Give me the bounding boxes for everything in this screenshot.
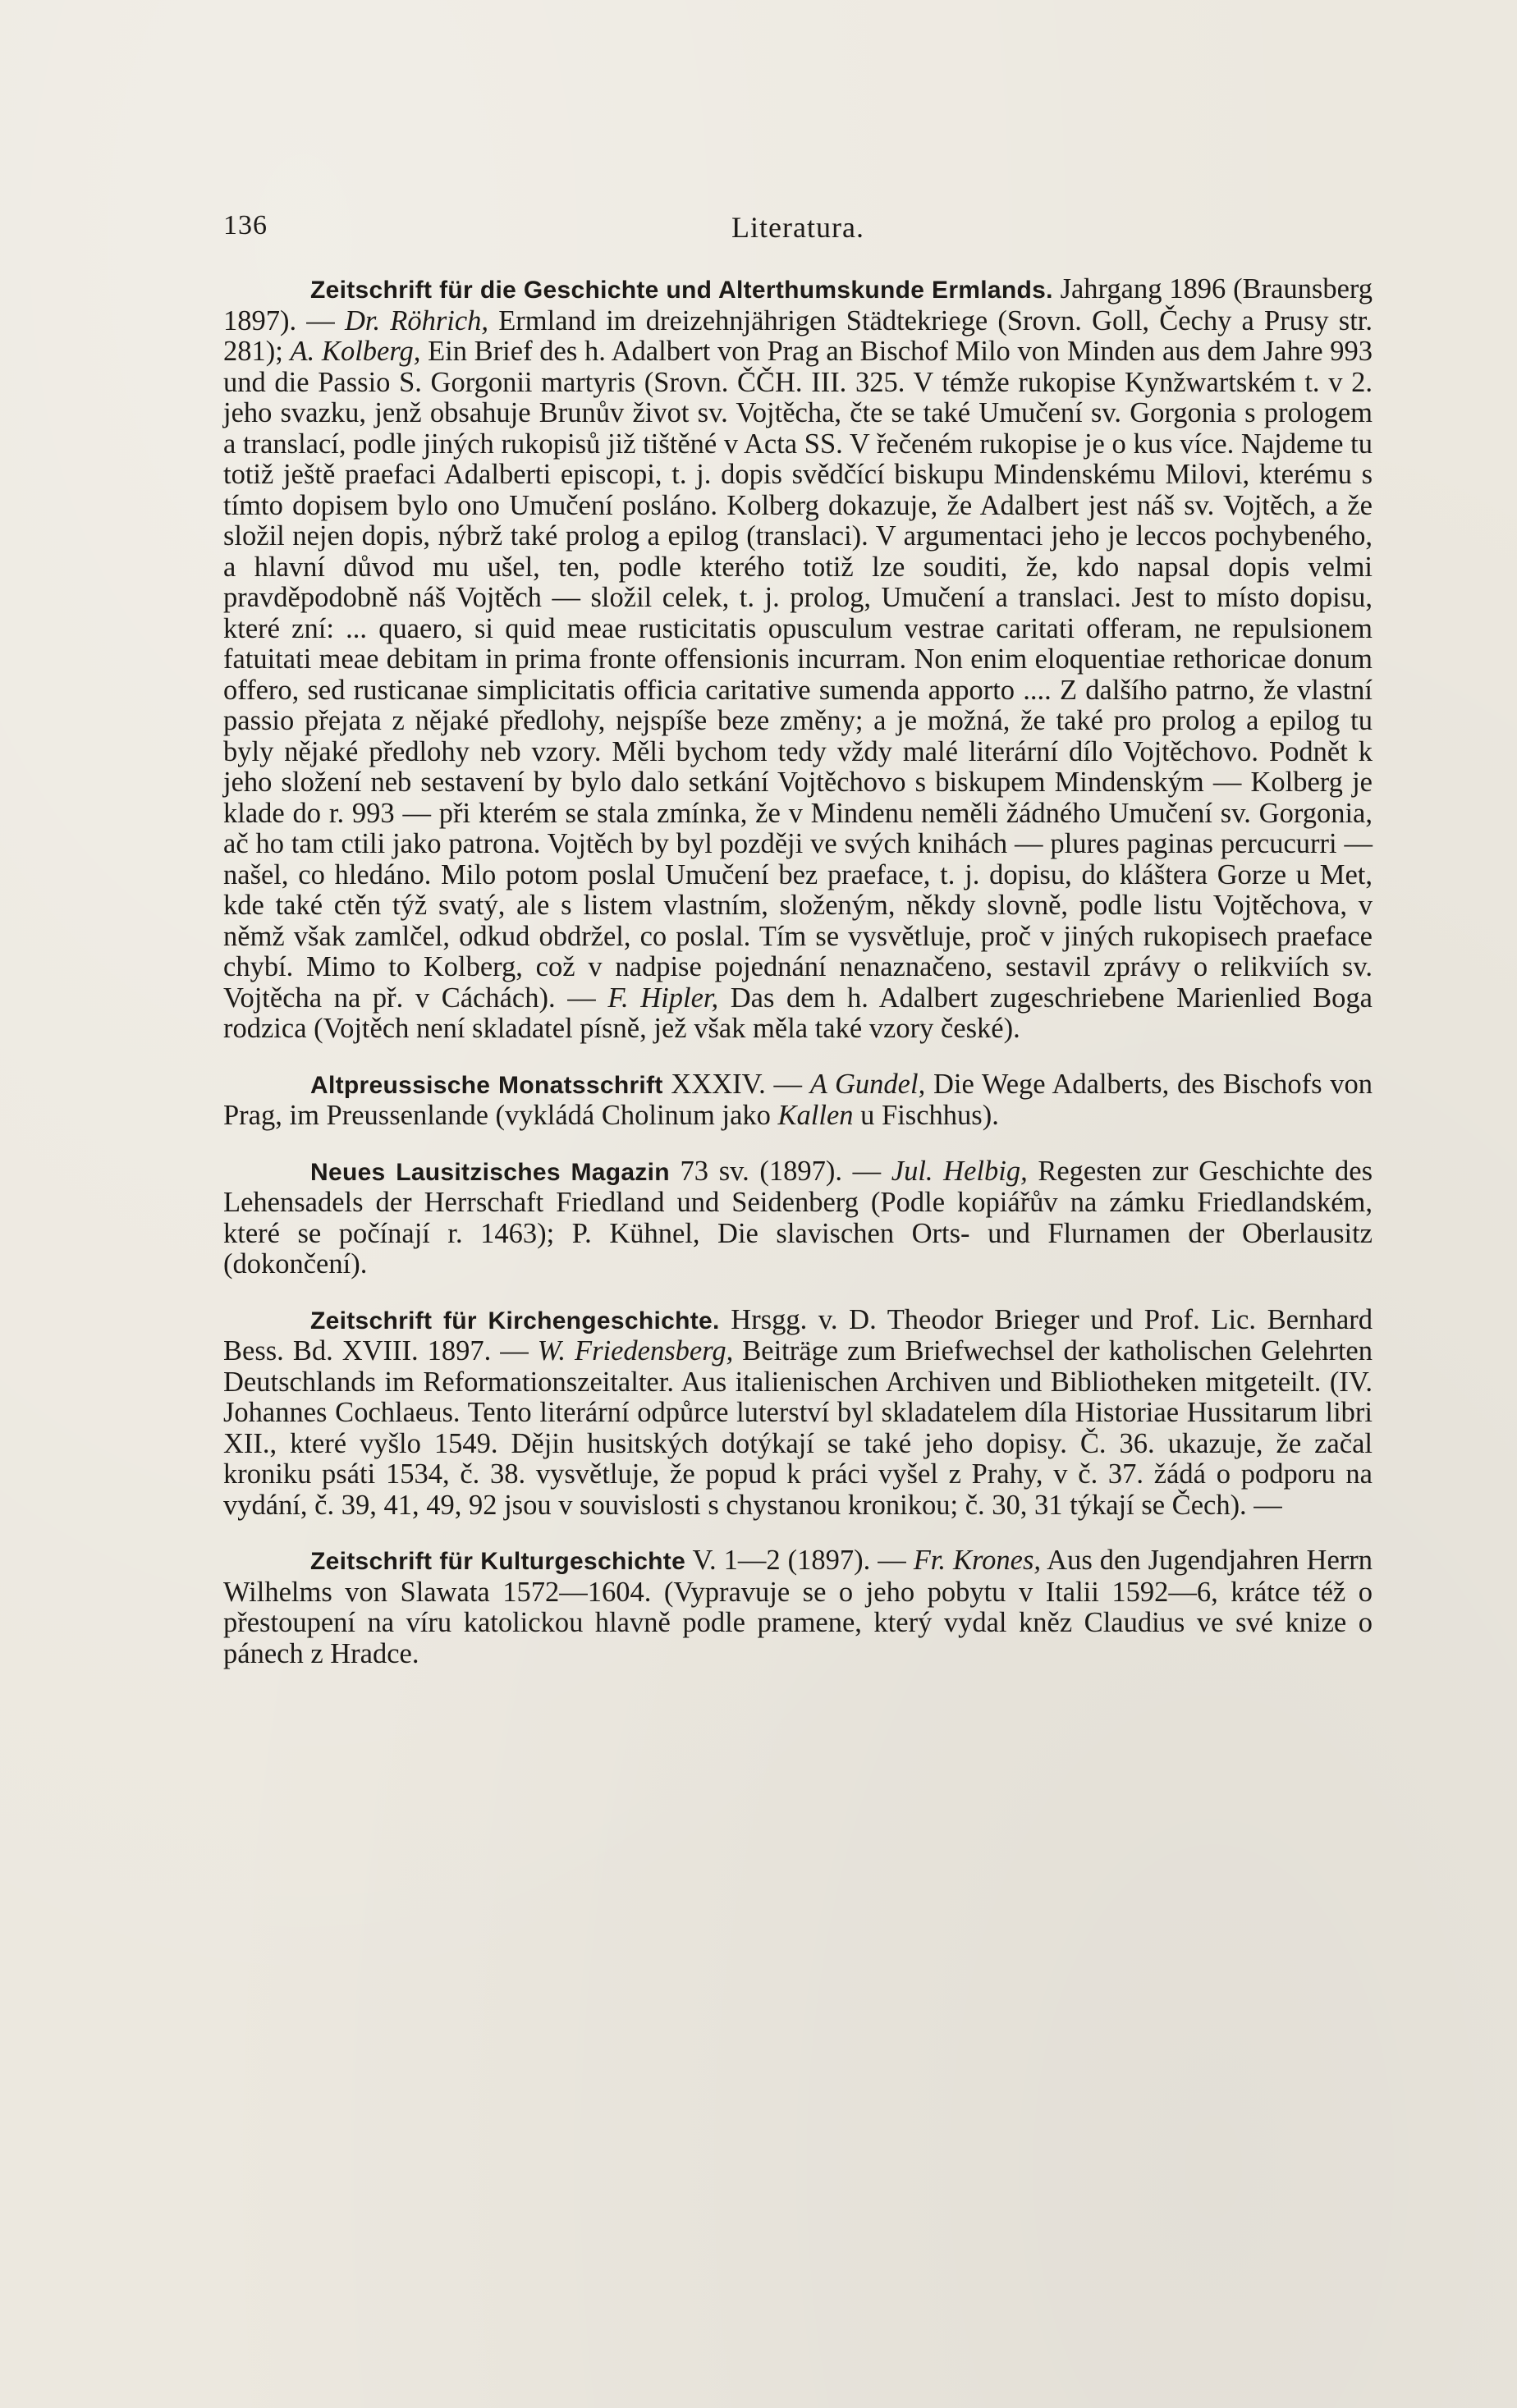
entry-title: Zeitschrift für die Geschichte und Alterthumskunde Ermlands. [310, 277, 1053, 304]
entry-title: Zeitschrift für Kulturgeschichte [310, 1548, 686, 1575]
entry-author: Dr. Röhrich, [344, 304, 489, 336]
running-head: Literatura. [731, 211, 864, 244]
entry-text: 73 sv. (1897). — [669, 1155, 891, 1187]
entry-text: Aus den Jugendjahren Herrn Wilhelms von Slawata 1572—1604. (Vypravuje se o jeho pobytu v Italii 1592—6, krátce též o přestoupení na víru katolickou hlavně podle pramene, který vydal kněz Claudius ve své knize o pánech z Hradce. [223, 1545, 1373, 1669]
entry-text: Jahrgang 1896 (Braunsberg 1897). — [223, 273, 1373, 336]
entry-author: F. Hipler, [607, 982, 719, 1014]
entry-title: Altpreussische Monatsschrift [310, 1071, 663, 1099]
entry-place-name: Kallen [777, 1100, 854, 1131]
entry-text: Regesten zur Geschichte des Lehensadels der Herrschaft Friedland und Seidenberg (Podle kopiářův na zámku Friedlandském, které se počínají r. 1463); P. Kühnel, Die slavischen Orts- und Flurnamen der Oberlausitz (dokončení). [223, 1155, 1373, 1280]
entry-text: Ermland im dreizehnjährigen Städtekriege (Srovn. Goll, Čechy a Prusy str. 281); [223, 304, 1373, 367]
entry-author: W. Friedensberg, [537, 1335, 734, 1367]
entry-text: Das dem h. Adalbert zugeschriebene Marienlied Boga rodzica (Vojtěch není skladatel písně, jež však měla také vzory české). [223, 982, 1373, 1044]
page-header [223, 210, 1373, 251]
entry-kirchengeschichte [223, 1305, 1373, 1522]
page-content [223, 274, 1373, 1694]
entry-text: V. 1—2 (1897). — [685, 1545, 914, 1576]
entry-text: u Fischhus). [853, 1100, 999, 1131]
entry-text: Beiträge zum Briefwechsel der katholischen Gelehrten Deutschlands im Reformationszeitalter. Aus italienischen Archiven und Bibliotheken mitgeteilt. (IV. Johannes Cochlaeus. Tento literární odpůrce luterství byl skladatelem díla Historiae Hussitarum libri XII., které vyšlo 1549. Dějin husitských dotýkají se také jeho dopisy. Č. 36. ukazuje, že začal kroniku psáti 1534, č. 38. vysvětluje, že popud k práci vyšel z Prahy, v č. 37. žádá o podporu na vydání, č. 39, 41, 49, 92 jsou v souvislosti s chystanou kronikou; č. 30, 31 týkají se Čech). — [223, 1335, 1373, 1521]
entry-text: Ein Brief des h. Adalbert von Prag an Bischof Milo von Minden aus dem Jahre 993 und die Passio S. Gorgonii martyris (Srovn. ČČH. III. 325. V témže rukopise Kynžwartském t. v 2. jeho svazku, jenž obsahuje Brunův život sv. Vojtěcha, čte se také Umučení sv. Gorgonia s prologem a translací, podle jiných rukopisů již tištěné v Acta SS. V řečeném rukopise je o kus více. Najdeme tu totiž ještě praefaci Adalberti episcopi, t. j. dopis svědčící biskupu Mindenskému Milovi, kterému s tímto dopisem bylo ono Umučení posláno. Kolberg dokazuje, že Adalbert jest náš sv. Vojtěch, a že složil nejen dopis, nýbrž také prolog a epilog (translaci). V argumentaci jeho je leccos pochybeného, a hlavní důvod mu ušel, ten, podle kterého totiž lze souditi, že, kdo napsal dopis velmi pravděpodobně náš Vojtěch — složil celek, t. j. prolog, Umučení a translaci. Jest to místo dopisu, které zní: ... quaero, si quid meae rusticitatis opusculum vestrae caritati offeram, ne repulsionem fatuitati meae debitam in prima fronte offensionis incurram. Non enim eloquentiae rethoricae donum offero, sed rusticanae simplicitatis officia caritative sumenda apporto .... Z dalšího patrno, že vlastní passio přejata z nějaké předlohy, nejspíše beze změny; a je možná, že také pro prolog a epilog tu byly nějaké předlohy neb vzory. Měli bychom tedy vždy malé literární dílo Vojtěchovo. Podnět k jeho složení neb sestavení by bylo dalo setkání Vojtěchovo s biskupem Mindenským — Kolberg je klade do r. 993 — při kterém se stala zmínka, že v Mindenu neměli žádného Umučení sv. Gorgonia, ač ho tam ctili jako patrona. Vojtěch by byl později ve svých knihách — plures paginas percucurri — našel, co hledáno. Milo potom poslal Umučení bez praeface, t. j. dopisu, do kláštera Gorze u Met, kde také ctěn týž svatý, ale s listem vlastním, složeným, někdy slovně, podle listu Vojtěchova, v němž však zamlčel, odkud obdržel, co poslal. Tím se vysvětluje, proč v jiných rukopisech praeface chybí. Mimo to Kolberg, což v nadpise pojednání nenaznačeno, sestavil zprávy o relikviích sv. Vojtěcha na př. v Cáchách). — [223, 336, 1373, 1014]
entry-author: Fr. Krones, [913, 1545, 1042, 1576]
entry-title: Neues Lausitzisches Magazin [310, 1158, 670, 1186]
page-number: 136 [223, 210, 268, 240]
entry-author: A Gundel, [809, 1068, 926, 1100]
entry-kulturgeschichte [223, 1545, 1373, 1669]
entry-title: Zeitschrift für Kirchengeschichte. [310, 1307, 720, 1334]
entry-altpreussische [223, 1069, 1373, 1132]
entry-text: XXXIV. — [662, 1068, 810, 1100]
entry-author: Jul. Helbig, [891, 1155, 1028, 1187]
entry-author: A. Kolberg, [290, 336, 421, 367]
entry-ermland [223, 274, 1373, 1045]
entry-text: Hrsgg. v. D. Theodor Brieger und Prof. Lic. Bernhard Bess. Bd. XVIII. 1897. — [223, 1303, 1373, 1367]
entry-text: Die Wege Adalberts, des Bischofs von Prag, im Preussenlande (vykládá Cholinum jako [223, 1068, 1373, 1131]
entry-lausitzisches [223, 1156, 1373, 1280]
